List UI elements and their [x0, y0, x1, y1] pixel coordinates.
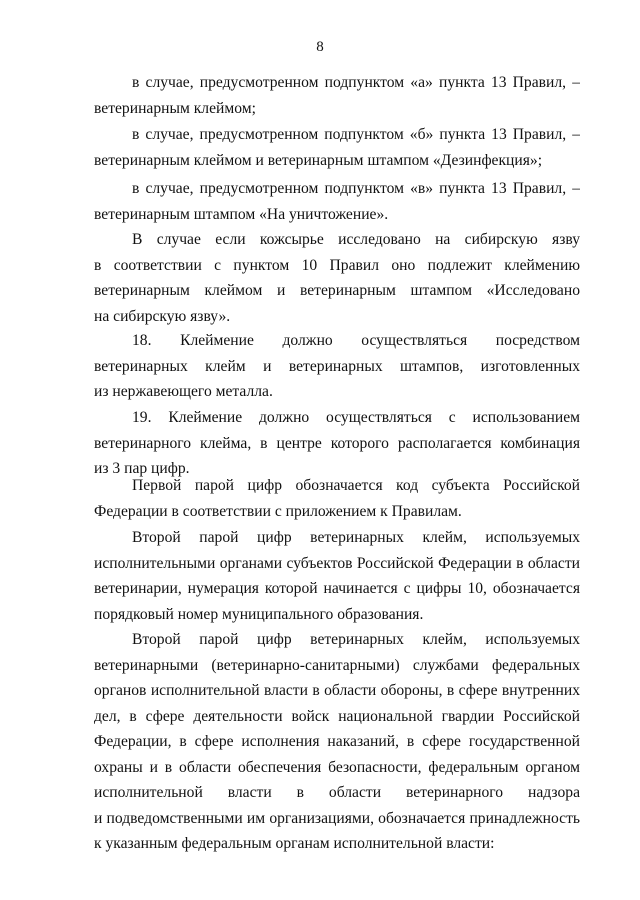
- text-line: в соответствии с пунктом 10 Правил оно подлежит клеймению: [94, 256, 580, 274]
- text-line: В случае если кожсырье исследовано на сибирскую язву: [132, 231, 580, 248]
- paragraph: [94, 405, 580, 482]
- text-line: дел, в сфере деятельности войск национальной гвардии Российской: [94, 707, 580, 725]
- paragraph: [94, 525, 580, 627]
- text-line: на сибирскую язву».: [94, 307, 231, 325]
- text-line: порядковый номер муниципального образования.: [94, 605, 424, 623]
- text-line: ветеринарии, нумерация которой начинается с цифры 10, обозначается: [94, 580, 580, 597]
- text-line: ветеринарным клеймом;: [94, 99, 256, 117]
- text-line: Первой парой цифр обозначается код субъекта Российской: [132, 477, 580, 494]
- text-line: Второй парой цифр ветеринарных клейм, используемых: [132, 631, 580, 648]
- text-line: охраны и в области обеспечения безопасности, федеральным органом: [94, 758, 580, 776]
- paragraph: [94, 227, 580, 329]
- page-number: 8: [316, 39, 324, 55]
- text-line: ветеринарным клеймом и ветеринарным штампом «Дезинфекция»;: [94, 151, 543, 169]
- text-line: в случае, предусмотренном подпунктом «а» пункта 13 Правил, –: [132, 74, 580, 91]
- text-line: и подведомственными им организациями, обозначается принадлежность: [94, 809, 580, 827]
- text-line: ветеринарными (ветеринарно-санитарными) службами федеральных: [94, 656, 580, 674]
- text-line: из 3 пар цифр.: [94, 460, 190, 477]
- text-line: органов исполнительной власти в области обороны, в сфере внутренних: [94, 682, 580, 699]
- paragraph: [94, 328, 580, 405]
- text-line: ветеринарного клейма, в центре которого располагается комбинация: [94, 434, 580, 452]
- text-line: в случае, предусмотренном подпунктом «в» пункта 13 Правил, –: [132, 180, 580, 197]
- text-line: к указанным федеральным органам исполнительной власти:: [94, 835, 495, 852]
- paragraph: [94, 627, 580, 857]
- text-line: исполнительными органами субъектов Российской Федерации в области: [94, 554, 580, 572]
- text-line: в случае, предусмотренном подпунктом «б» пункта 13 Правил, –: [132, 126, 580, 143]
- text-line: Второй парой цифр ветеринарных клейм, используемых: [132, 529, 580, 546]
- paragraph: [94, 70, 580, 121]
- paragraph: [94, 473, 580, 524]
- text-line: ветеринарным клеймом и ветеринарным штампом «Исследовано: [94, 282, 580, 299]
- paragraph: [94, 176, 580, 227]
- text-line: 18. Клеймение должно осуществляться посредством: [132, 332, 580, 349]
- text-line: Федерации в соответствии с приложением к Правилам.: [94, 502, 462, 520]
- text-line: ветеринарных клейм и ветеринарных штампов, изготовленных: [94, 357, 580, 375]
- paragraph: [94, 122, 580, 173]
- text-line: исполнительной власти в области ветеринарного надзора: [94, 784, 580, 801]
- text-line: ветеринарным штампом «На уничтожение».: [94, 205, 389, 223]
- text-line: из нержавеющего металла.: [94, 383, 273, 400]
- text-line: 19. Клеймение должно осуществляться с использованием: [132, 409, 580, 426]
- text-line: Федерации, в сфере исполнения наказаний, в сфере государственной: [94, 733, 580, 750]
